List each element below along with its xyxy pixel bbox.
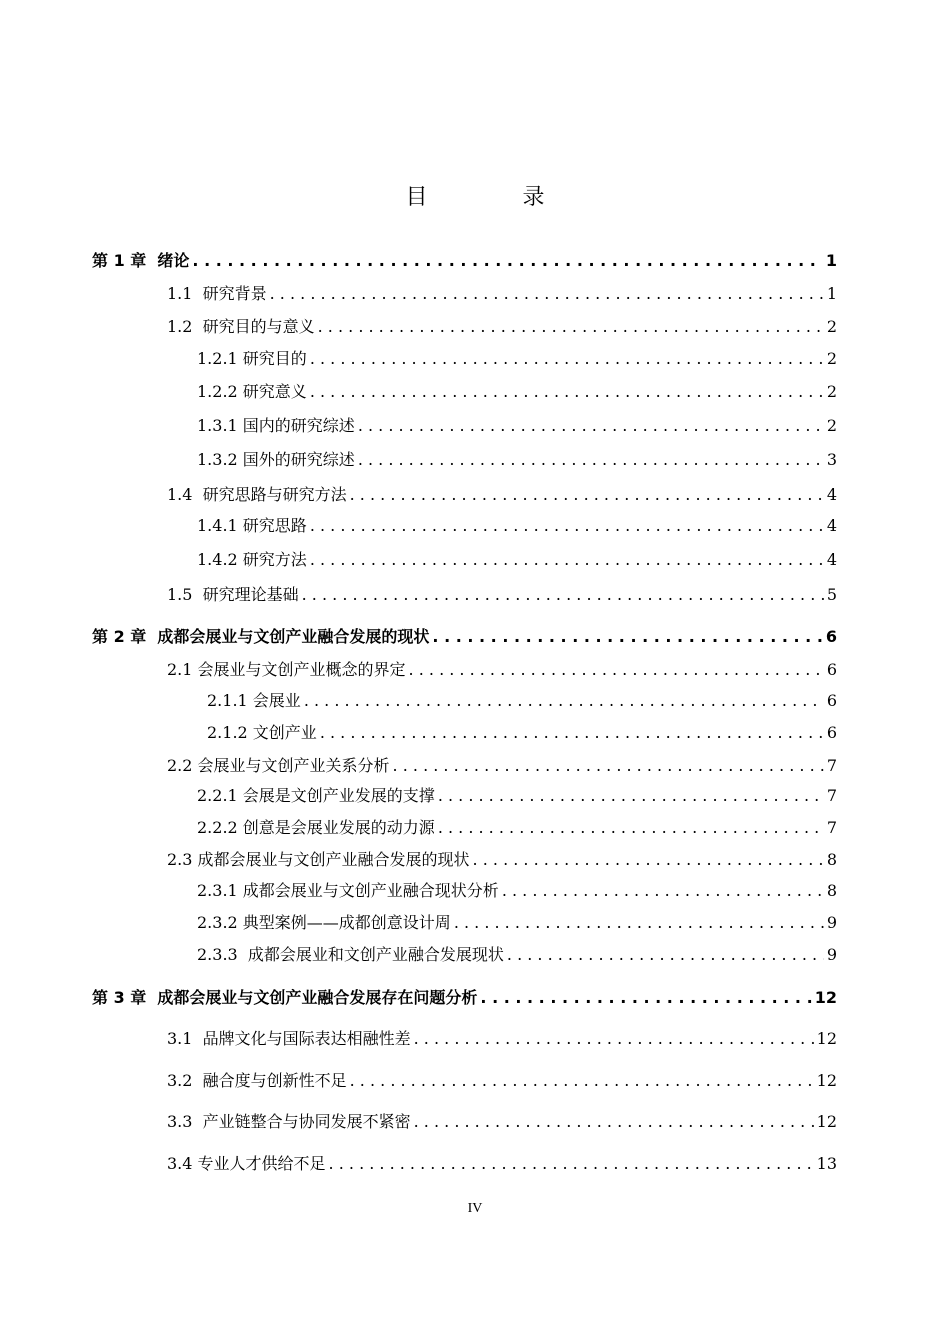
leader-dots: [318, 317, 824, 337]
toc-entry-label: 1.2.1 研究目的: [197, 349, 307, 368]
leader-dots: [270, 284, 824, 304]
toc-entry-label: 1.3.2 国外的研究综述: [197, 450, 355, 469]
toc-entry-label: 2.3.2 典型案例——成都创意设计周: [197, 913, 451, 932]
toc-entry-page: 1: [825, 251, 837, 270]
toc-entry-1-2[interactable]: [167, 317, 837, 337]
toc-entry-2-1-2[interactable]: [207, 723, 837, 743]
toc-entry-1-2-2[interactable]: [197, 382, 837, 402]
toc-entry-page: 6: [825, 627, 837, 646]
toc-entry-page: 2: [826, 382, 837, 401]
toc-entry-1-4-1[interactable]: [197, 516, 837, 536]
toc-entry-label: 1.2.2 研究意义: [197, 382, 307, 401]
toc-entry-page: 9: [826, 945, 837, 964]
toc-entry-2-2-2[interactable]: [197, 818, 837, 838]
leader-dots: [329, 1154, 814, 1174]
toc-entry-1-3-2[interactable]: [197, 450, 837, 470]
toc-entry-label: 2.2.2 创意是会展业发展的动力源: [197, 818, 435, 837]
leader-dots: [502, 881, 824, 901]
toc-entry-page: 13: [816, 1154, 837, 1173]
toc-entry-label: 1.4 研究思路与研究方法: [167, 485, 347, 504]
toc-entry-label: 3.3 产业链整合与协同发展不紧密: [167, 1112, 411, 1131]
leader-dots: [393, 756, 824, 776]
toc-entry-1-3-1[interactable]: [197, 416, 837, 436]
leader-dots: [310, 382, 824, 402]
toc-entry-label: 第 1 章 绪论: [92, 251, 190, 270]
toc-entry-page: 6: [826, 691, 837, 710]
toc-entry-page: 12: [816, 1071, 837, 1090]
toc-entry-3-4[interactable]: [167, 1154, 837, 1174]
leader-dots: [358, 450, 824, 470]
toc-entry-label: 1.4.1 研究思路: [197, 516, 307, 535]
toc-entry-label: 2.1 会展业与文创产业概念的界定: [167, 660, 406, 679]
toc-entry-label: 2.2 会展业与文创产业关系分析: [167, 756, 390, 775]
leader-dots: [310, 516, 824, 536]
toc-entry-page: 3: [826, 450, 837, 469]
toc-entry-page: 2: [826, 317, 837, 336]
toc-entry-2-2[interactable]: [167, 756, 837, 776]
toc-entry-label: 3.2 融合度与创新性不足: [167, 1071, 347, 1090]
toc-entry-page: 7: [826, 786, 837, 805]
toc-entry-page: 2: [826, 416, 837, 435]
toc-entry-page: 9: [826, 913, 837, 932]
toc-entry-3-3[interactable]: [167, 1112, 837, 1132]
toc-entry-page: 1: [826, 284, 837, 303]
toc-entry-label: 1.2 研究目的与意义: [167, 317, 315, 336]
toc-entry-page: 6: [826, 660, 837, 679]
toc-entry-2-3-1[interactable]: [197, 881, 837, 901]
leader-dots: [310, 349, 824, 369]
toc-entry-2-3-2[interactable]: [197, 913, 837, 933]
toc-entry-3-1[interactable]: [167, 1029, 837, 1049]
page-number-footer: IV: [467, 1201, 483, 1216]
toc-entry-3-2[interactable]: [167, 1071, 837, 1091]
toc-entry-2-1-1[interactable]: [207, 691, 837, 711]
toc-entry-2-3[interactable]: [167, 850, 837, 870]
toc-entry-page: 12: [816, 1112, 837, 1131]
leader-dots: [432, 627, 822, 647]
leader-dots: [358, 416, 824, 436]
toc-entry-label: 3.1 品牌文化与国际表达相融性差: [167, 1029, 411, 1048]
toc-entry-page: 5: [826, 585, 837, 604]
toc-entry-page: 7: [826, 756, 837, 775]
leader-dots: [438, 818, 824, 838]
toc-entry-label: 3.4 专业人才供给不足: [167, 1154, 326, 1173]
toc-entry-label: 1.4.2 研究方法: [197, 550, 307, 569]
toc-entry-ch3[interactable]: [92, 988, 837, 1008]
toc-entry-page: 8: [826, 850, 837, 869]
toc-entry-label: 第 2 章 成都会展业与文创产业融合发展的现状: [92, 627, 430, 646]
leader-dots: [414, 1112, 814, 1132]
toc-entry-page: 12: [816, 1029, 837, 1048]
toc-entry-1-4[interactable]: [167, 485, 837, 505]
toc-entry-2-3-3[interactable]: [197, 945, 837, 965]
toc-entry-page: 2: [826, 349, 837, 368]
toc-entry-1-4-2[interactable]: [197, 550, 837, 570]
toc-entry-ch2[interactable]: [92, 627, 837, 647]
toc-entry-label: 1.5 研究理论基础: [167, 585, 299, 604]
page-title: 目 录: [405, 185, 589, 210]
leader-dots: [192, 251, 822, 271]
toc-entry-page: 4: [826, 550, 837, 569]
leader-dots: [302, 585, 824, 605]
leader-dots: [414, 1029, 814, 1049]
leader-dots: [409, 660, 824, 680]
toc-entry-label: 1.1 研究背景: [167, 284, 267, 303]
toc-entry-label: 第 3 章 成都会展业与文创产业融合发展存在问题分析: [92, 988, 478, 1007]
leader-dots: [473, 850, 824, 870]
toc-entry-label: 2.1.2 文创产业: [207, 723, 317, 742]
toc-entry-page: 8: [826, 881, 837, 900]
toc-entry-1-2-1[interactable]: [197, 349, 837, 369]
toc-entry-2-2-1[interactable]: [197, 786, 837, 806]
toc-entry-label: 1.3.1 国内的研究综述: [197, 416, 355, 435]
toc-entry-label: 2.3 成都会展业与文创产业融合发展的现状: [167, 850, 470, 869]
toc-entry-1-1[interactable]: [167, 284, 837, 304]
leader-dots: [350, 1071, 814, 1091]
toc-entry-page: 12: [814, 988, 837, 1007]
leader-dots: [304, 691, 824, 711]
leader-dots: [454, 913, 824, 933]
leader-dots: [438, 786, 824, 806]
toc-entry-page: 4: [826, 516, 837, 535]
toc-entry-page: 7: [826, 818, 837, 837]
toc-entry-page: 4: [826, 485, 837, 504]
toc-entry-1-5[interactable]: [167, 585, 837, 605]
leader-dots: [310, 550, 824, 570]
leader-dots: [507, 945, 824, 965]
toc-entry-label: 2.3.1 成都会展业与文创产业融合现状分析: [197, 881, 499, 900]
toc-entry-ch1[interactable]: [92, 251, 837, 271]
toc-entry-2-1[interactable]: [167, 660, 837, 680]
leader-dots: [320, 723, 824, 743]
toc-entry-label: 2.2.1 会展是文创产业发展的支撑: [197, 786, 435, 805]
toc-entry-label: 2.3.3 成都会展业和文创产业融合发展现状: [197, 945, 504, 964]
toc-entry-page: 6: [826, 723, 837, 742]
toc-entry-label: 2.1.1 会展业: [207, 691, 301, 710]
leader-dots: [350, 485, 824, 505]
leader-dots: [480, 988, 811, 1008]
